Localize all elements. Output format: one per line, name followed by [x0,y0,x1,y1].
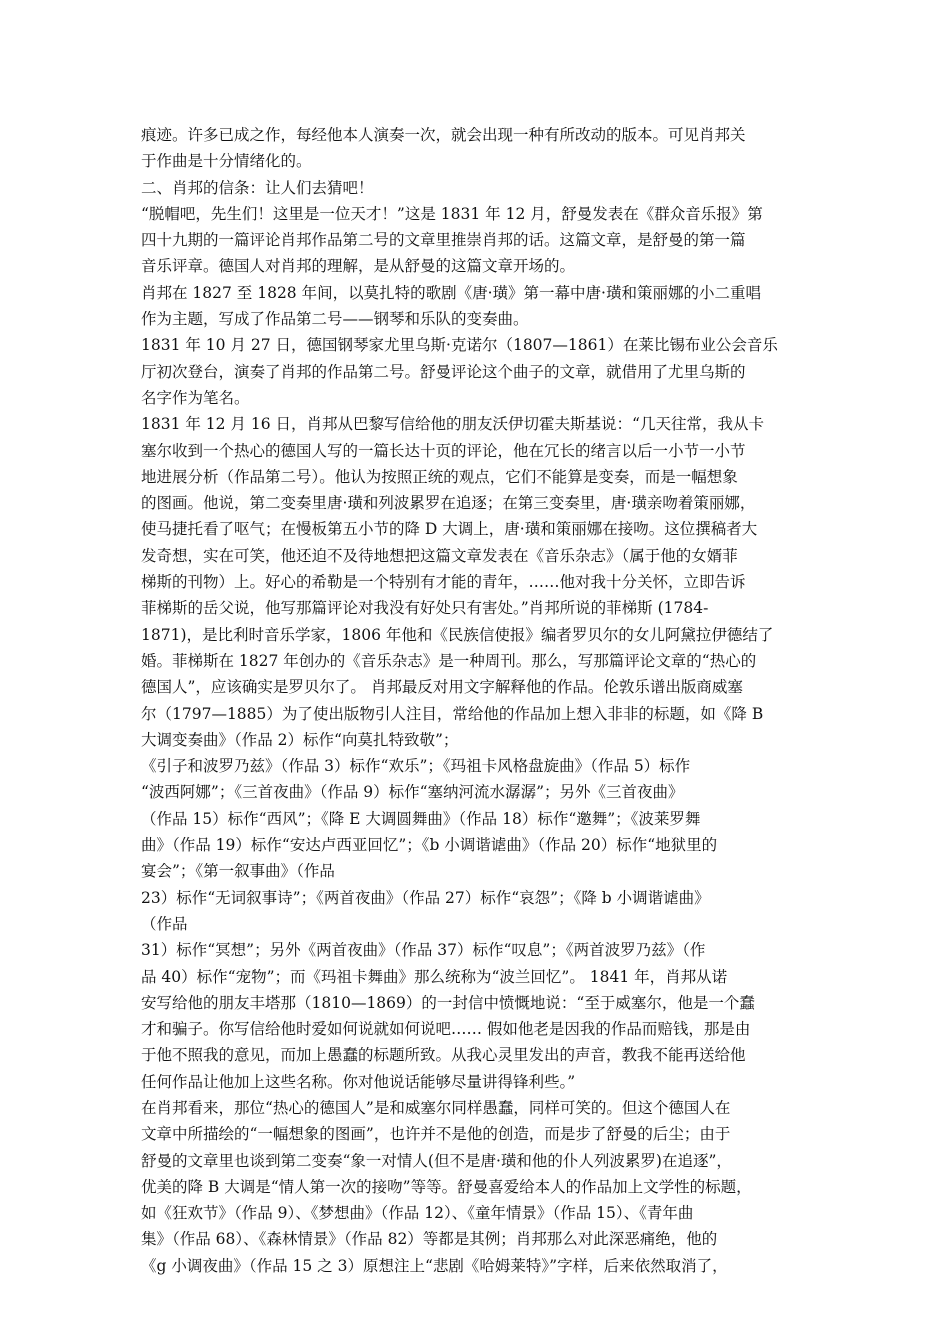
text-line: 曲》（作品 19）标作“安达卢西亚回忆”；《b 小调谐谑曲》（作品 20）标作“地狱里的 [141,836,718,855]
text-line: 集》（作品 68）、《森林情景》（作品 82）等都是其例；肖邦那么对此深恶痛绝，他的 [141,1230,718,1249]
text-line: 宴会”；《第一叙事曲》（作品 [141,862,335,881]
text-line: 23）标作“无词叙事诗”；《两首夜曲》（作品 27）标作“哀怨”；《降 b 小调谐谑曲》 [141,888,710,907]
text-line: 舒曼的文章里也谈到第二变奏“象一对情人(但不是唐·璜和他的仆人列波累罗)在追逐”， [141,1151,732,1170]
text-line: 优美的降 B 大调是“情人第一次的接吻”等等。舒曼喜爱给本人的作品加上文学性的标题， [141,1177,752,1196]
text-line: 1871)，是比利时音乐学家，1806 年他和《民族信使报》编者罗贝尔的女儿阿黛拉伊德结了 [141,625,774,644]
text-line: 于他不照我的意见，而加上愚蠢的标题所致。从我心灵里发出的声音，教我不能再送给他 [141,1046,746,1065]
text-line: 厅初次登台，演奏了肖邦的作品第二号。舒曼评论这个曲子的文章，就借用了尤里乌斯的 [141,362,746,381]
text-line: 《引子和波罗乃兹》（作品 3）标作“欢乐”；《玛祖卡风格盘旋曲》（作品 5）标作 [141,757,691,776]
text-line: 于作曲是十分情绪化的。 [141,152,312,171]
text-line: （作品 [141,914,188,933]
text-line: 梯斯的刊物）上。好心的希勒是一个特别有才能的青年，……他对我十分关怀，立即告诉 [141,573,746,592]
text-line: 德国人”，应该确实是罗贝尔了。 肖邦最反对用文字解释他的作品。伦敦乐谱出版商威塞 [141,678,743,697]
text-line: （作品 15）标作“西风”；《降 E 大调圆舞曲》（作品 18）标作“邀舞”；《波莱罗舞 [141,809,701,828]
text-line: 音乐评章。德国人对肖邦的理解，是从舒曼的这篇文章开场的。 [141,257,576,276]
text-line: 1831 年 12 月 16 日，肖邦从巴黎写信给他的朋友沃伊切霍夫斯基说：“几天往常，我从卡 [141,415,764,434]
text-line: 菲梯斯的岳父说，他写那篇评论对我没有好处只有害处。”肖邦所说的菲梯斯 (1784- [141,599,709,618]
text-line: 1831 年 10 月 27 日，德国钢琴家尤里乌斯·克诺尔（1807—1861）在莱比锡布业公会音乐 [141,336,778,355]
text-line: 发奇想，实在可笑，他还迫不及待地想把这篇文章发表在《音乐杂志》（属于他的女婿菲 [141,546,738,565]
text-line: 安写给他的朋友丰塔那（1810—1869）的一封信中愤慨地说：“至于威塞尔，他是一个蠢 [141,993,755,1012]
text-line: 《g 小调夜曲》（作品 15 之 3）原想注上“悲剧《哈姆莱特》”字样，后来依然取消了， [141,1256,728,1275]
text-line: 31）标作“冥想”；另外《两首夜曲》（作品 37）标作“叹息”；《两首波罗乃兹》（作 [141,941,706,960]
text-line: 品 40）标作“宠物”；而《玛祖卡舞曲》那么统称为“波兰回忆”。 1841 年，肖邦从诺 [141,967,728,986]
text-line: 在肖邦看来，那位“热心的德国人”是和威塞尔同样愚蠢，同样可笑的。但这个德国人在 [141,1098,731,1117]
text-line: 的图画。他说，第二变奏里唐·璜和列波累罗在追逐；在第三变奏里，唐·璜亲吻着策丽娜， [141,494,756,513]
text-line: 文章中所描绘的“一幅想象的图画”，也许并不是他的创造，而是步了舒曼的后尘；由于 [141,1125,731,1144]
section-heading: 二、肖邦的信条：让人们去猜吧！ [141,178,374,197]
text-line: 肖邦在 1827 至 1828 年间，以莫扎特的歌剧《唐·璜》第一幕中唐·璜和策丽娜的小二重唱 [141,283,761,302]
text-line: 才和骗子。你写信给他时爱如何说就如何说吧…… 假如他老是因我的作品而赔钱，那是由 [141,1020,751,1039]
text-line: 痕迹。许多已成之作，每经他本人演奏一次，就会出现一种有所改动的版本。可见肖邦关 [141,126,746,144]
text-line: “波西阿娜”；《三首夜曲》（作品 9）标作“塞纳河流水潺潺”；另外《三首夜曲》 [141,783,684,802]
body-text [141,122,813,1279]
text-line: 任何作品让他加上这些名称。你对他说话能够尽量讲得锋利些。” [141,1072,576,1091]
text-line: 塞尔收到一个热心的德国人写的一篇长达十页的评论，他在冗长的绪言以后一小节一小节 [141,441,746,460]
text-line: 作为主题，写成了作品第二号——钢琴和乐队的变奏曲。 [141,310,529,329]
text-line: 使马捷托看了呕气；在慢板第五小节的降 D 大调上，唐·璜和策丽娜在接吻。这位撰稿者大 [141,520,758,539]
text-line: 地进展分析（作品第二号）。他认为按照正统的观点，它们不能算是变奏，而是一幅想象 [141,467,738,486]
text-line: 四十九期的一篇评论肖邦作品第二号的文章里推崇肖邦的话。这篇文章，是舒曼的第一篇 [141,231,746,250]
text-line: 如《狂欢节》（作品 9）、《梦想曲》（作品 12）、《童年情景》（作品 15）、《青年曲 [141,1204,694,1223]
text-line: 大调变奏曲》（作品 2）标作“向莫扎特致敬”； [141,730,459,749]
text-line: “脱帽吧，先生们！这里是一位天才！”这是 1831 年 12 月，舒曼发表在《群众音乐报》第 [141,204,763,223]
text-line: 婚。菲梯斯在 1827 年创办的《音乐杂志》是一种周刊。那么，写那篇评论文章的“热心的 [141,651,757,670]
text-line: 名字作为笔名。 [141,388,250,407]
text-line: 尔（1797—1885）为了使出版物引人注目，常给他的作品加上想入非非的标题，如《降 B [141,704,764,723]
